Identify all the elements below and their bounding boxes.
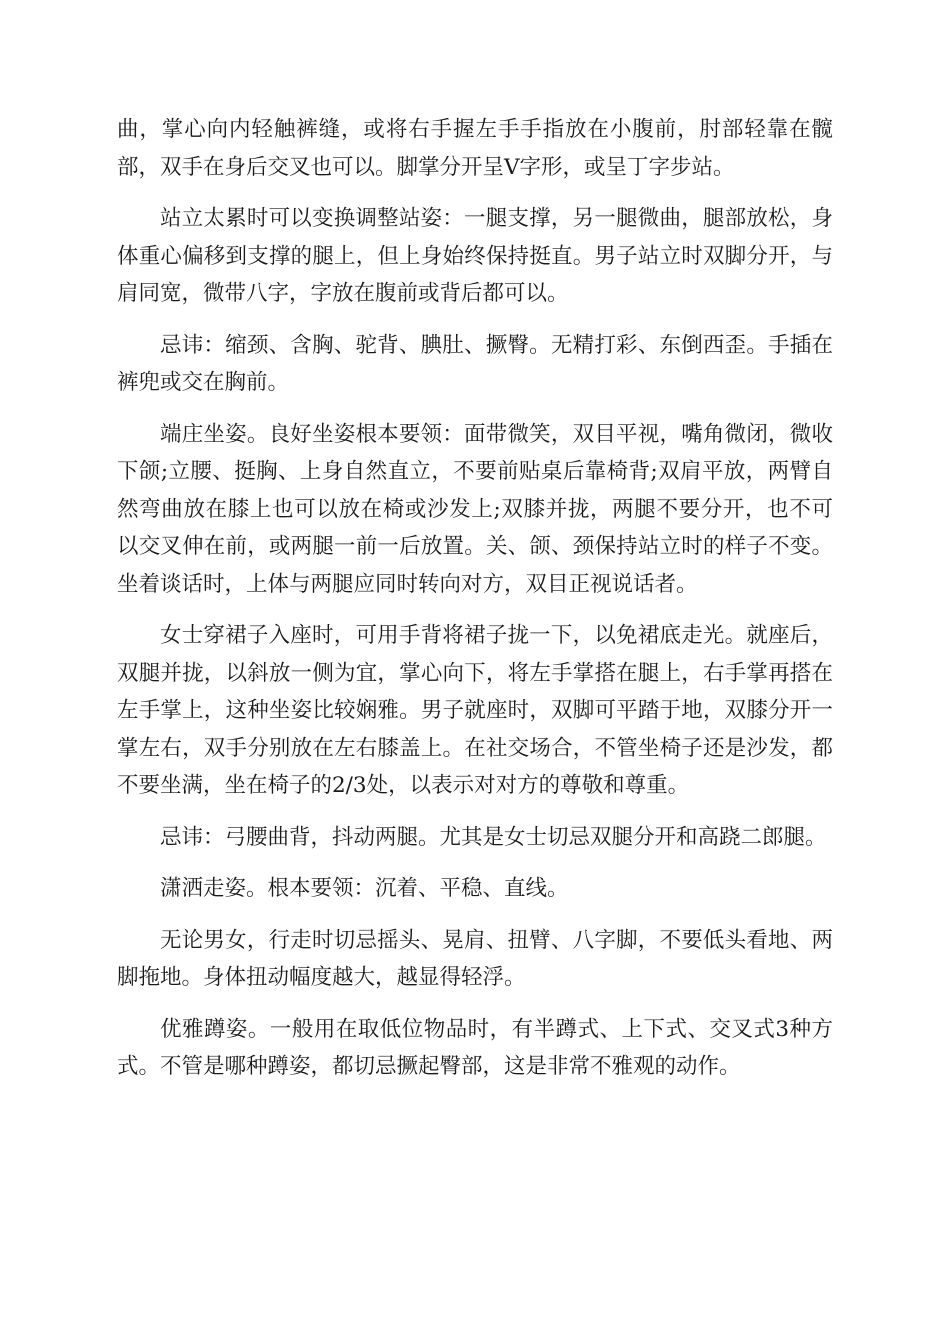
document-body <box>117 111 833 1100</box>
paragraph-sitting-posture: 端庄坐姿。良好坐姿根本要领：面带微笑，双目平视，嘴角微闭，微收下颌;立腰、挺胸、上身自然直立，不要前贴桌后靠椅背;双肩平放，两臂自然弯曲放在膝上也可以放在椅或沙发上;双膝并拢，两腿不要分开，也不可以交叉伸在前，或两腿一前一后放置。关、颌、颈保持站立时的样子不变。坐着谈话时，上体与两腿应同时转向对方，双目正视说话者。 <box>117 421 833 597</box>
paragraph-walking-posture: 潇洒走姿。根本要领：沉着、平稳、直线。 <box>160 876 569 901</box>
paragraph-standing-taboo: 忌讳：缩颈、含胸、驼背、腆肚、撅臀。无精打彩、东倒西歪。手插在裤兜或交在胸前。 <box>117 332 833 395</box>
paragraph-walking-taboo: 无论男女，行走时切忌摇头、晃肩、扭臂、八字脚，不要低头看地、两脚拖地。身体扭动幅度越大，越显得轻浮。 <box>117 927 833 990</box>
paragraph-continued: 曲，掌心向内轻触裤缝，或将右手握左手手指放在小腹前，肘部轻靠在髋部，双手在身后交叉也可以。脚掌分开呈V字形，或呈丁字步站。 <box>117 117 833 180</box>
paragraph-standing-adjust: 站立太累时可以变换调整站姿：一腿支撑，另一腿微曲，腿部放松，身体重心偏移到支撑的腿上，但上身始终保持挺直。男子站立时双脚分开，与肩同宽，微带八字，字放在腹前或背后都可以。 <box>117 206 833 306</box>
paragraph-squatting-posture: 优雅蹲姿。一般用在取低位物品时，有半蹲式、上下式、交叉式3种方式。不管是哪种蹲姿，都切忌撅起臀部，这是非常不雅观的动作。 <box>117 1016 833 1079</box>
paragraph-sitting-women-men: 女士穿裙子入座时，可用手背将裙子拢一下，以免裙底走光。就座后，双腿并拢，以斜放一侧为宜，掌心向下，将左手掌搭在腿上，右手掌再搭在左手掌上，这种坐姿比较娴雅。男子就座时，双脚可平踏于地，双膝分开一掌左右，双手分别放在左右膝盖上。在社交场合，不管坐椅子还是沙发，都不要坐满，坐在椅子的2/3处，以表示对对方的尊敬和尊重。 <box>117 623 833 798</box>
paragraph-sitting-taboo: 忌讳：弓腰曲背，抖动两腿。尤其是女士切忌双腿分开和高跷二郎腿。 <box>160 824 827 850</box>
